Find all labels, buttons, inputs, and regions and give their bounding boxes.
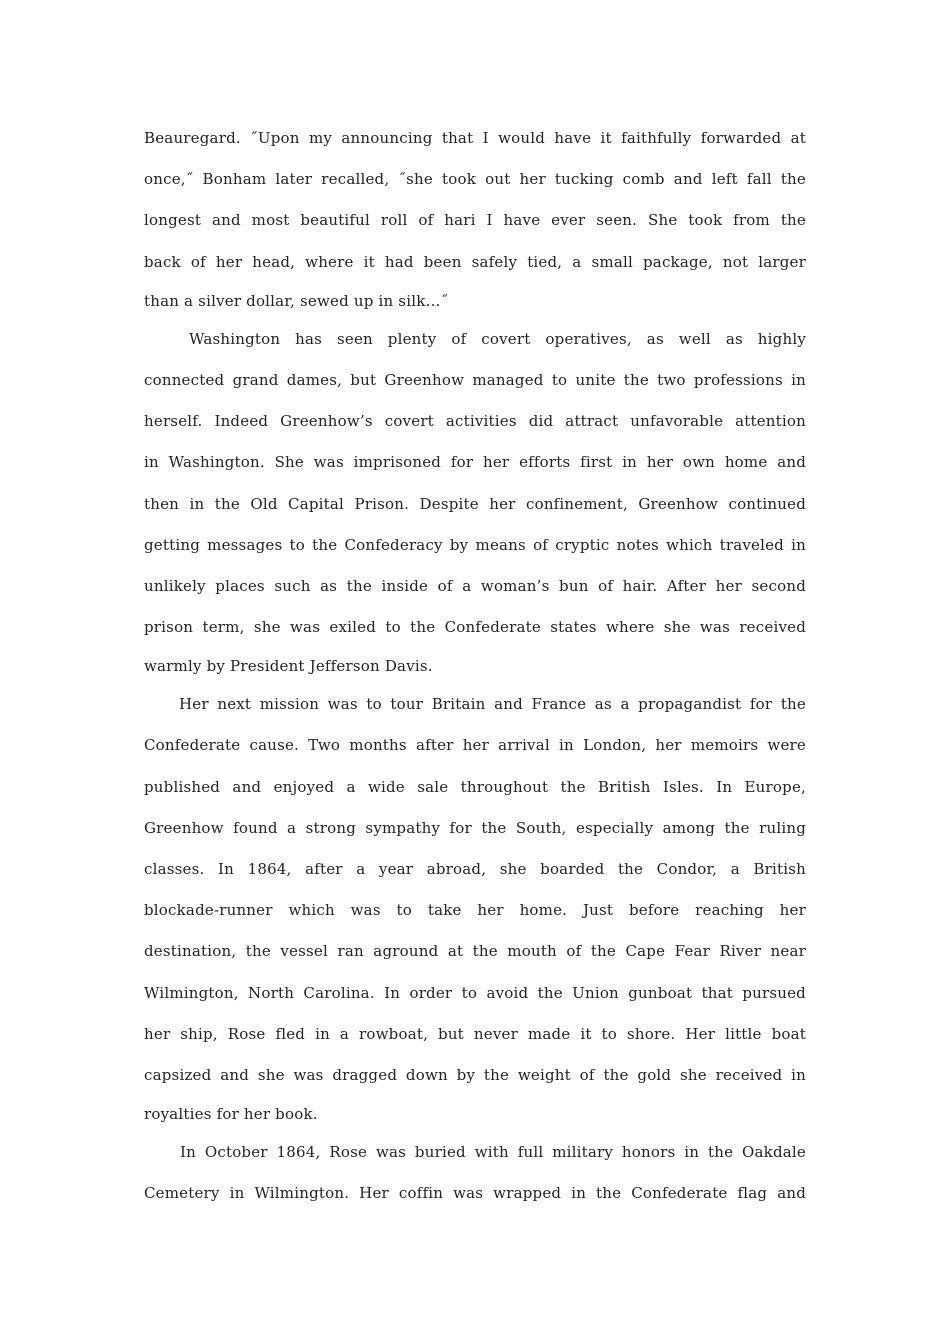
text-line: unlikely places such as the inside of a woman’s bun of hair. After her second	[144, 576, 806, 595]
paragraph-1	[144, 118, 806, 319]
paragraph-4	[144, 1132, 806, 1214]
text-line: royalties for her book.	[144, 1105, 318, 1124]
text-line: In October 1864, Rose was buried with full military honors in the Oakdale	[180, 1143, 806, 1162]
text-line: once,˝ Bonham later recalled, ˝she took out her tucking comb and left fall the	[144, 170, 806, 189]
paragraph-3	[144, 684, 806, 1132]
paragraph-2	[144, 319, 806, 685]
text-line: destination, the vessel ran aground at the mouth of the Cape Fear River near	[144, 942, 806, 961]
text-line: published and enjoyed a wide sale throughout the British Isles. In Europe,	[144, 777, 806, 796]
text-line: prison term, she was exiled to the Confederate states where she was received	[144, 618, 806, 637]
text-line: back of her head, where it had been safely tied, a small package, not larger	[144, 252, 806, 271]
text-line: in Washington. She was imprisoned for her efforts first in her own home and	[144, 453, 806, 472]
text-line: classes. In 1864, after a year abroad, she boarded the Condor, a British	[144, 860, 806, 878]
text-line: Her next mission was to tour Britain and France as a propagandist for the	[179, 695, 806, 714]
text-line: getting messages to the Confederacy by means of cryptic notes which traveled in	[144, 535, 806, 554]
text-line: blockade-runner which was to take her home. Just before reaching her	[144, 901, 806, 920]
text-line: Wilmington, North Carolina. In order to avoid the Union gunboat that pursued	[144, 983, 806, 1002]
text-line: longest and most beautiful roll of hari I have ever seen. She took from the	[144, 211, 806, 230]
text-line: her ship, Rose fled in a rowboat, but never made it to shore. Her little boat	[144, 1024, 806, 1043]
text-line: connected grand dames, but Greenhow managed to unite the two professions in	[144, 370, 806, 389]
text-line: Washington has seen plenty of covert operatives, as well as highly	[189, 329, 806, 348]
text-line: capsized and she was dragged down by the weight of the gold she received in	[144, 1065, 806, 1084]
text-line: Beauregard. ˝Upon my announcing that I would have it faithfully forwarded at	[144, 129, 806, 147]
document-page	[144, 118, 806, 1215]
text-line: Cemetery in Wilmington. Her coffin was wrapped in the Confederate flag and	[144, 1184, 806, 1203]
text-line: Confederate cause. Two months after her arrival in London, her memoirs were	[144, 736, 806, 755]
text-line: herself. Indeed Greenhow’s covert activities did attract unfavorable attention	[144, 412, 806, 431]
text-line: than a silver dollar, sewed up in silk…˝	[144, 291, 449, 310]
text-line: then in the Old Capital Prison. Despite her confinement, Greenhow continued	[144, 494, 806, 513]
text-line: warmly by President Jefferson Davis.	[144, 657, 433, 676]
text-line: Greenhow found a strong sympathy for the South, especially among the ruling	[144, 818, 806, 837]
